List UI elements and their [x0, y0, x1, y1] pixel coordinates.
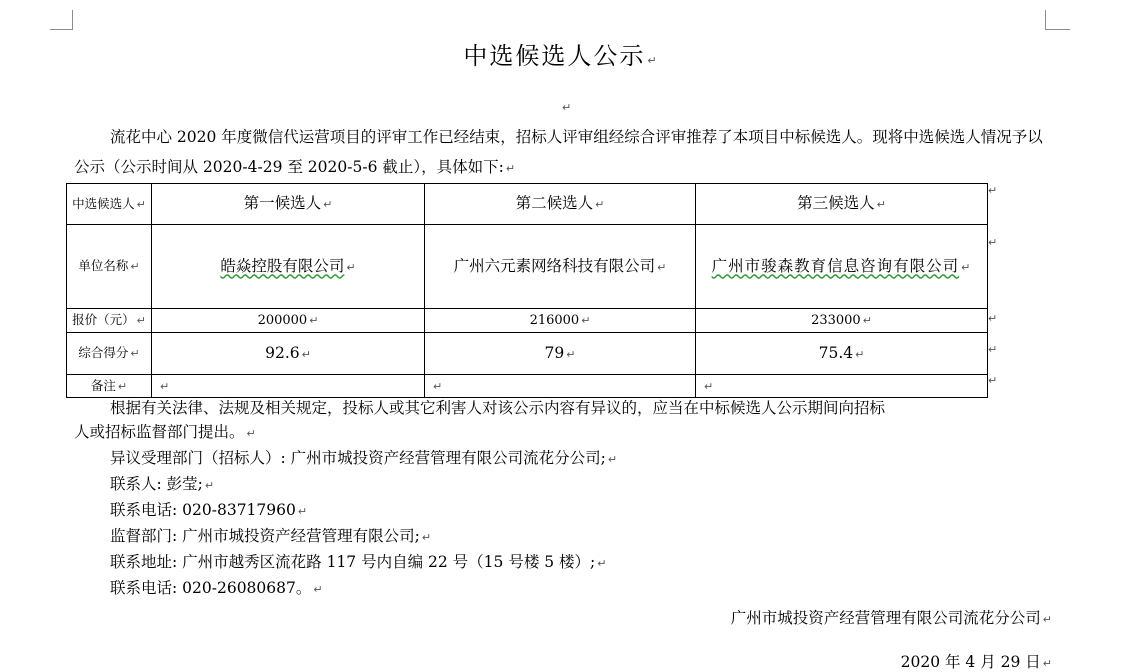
- header-cell: 第三候选人 ↵: [696, 184, 988, 225]
- row-end-mark-icon: ↵: [988, 343, 998, 356]
- contact-line: 监督部门: 广州市城投资产经营管理有限公司; ↵: [110, 527, 432, 545]
- title-text: 中选候选人公示: [463, 42, 646, 70]
- contact-line: 联系电话: 020-83717960 ↵: [110, 501, 308, 519]
- table-cell: ↵: [425, 375, 696, 398]
- header-cell: 中选候选人 ↵: [67, 184, 152, 225]
- intro-paragraph: [74, 122, 1054, 184]
- header-cell: 第二候选人 ↵: [425, 184, 696, 225]
- table-row: [67, 375, 988, 398]
- candidate-table: [66, 183, 988, 398]
- crop-mark-top-left: [50, 10, 73, 30]
- contact-line: 联系人: 彭莹; ↵: [110, 475, 215, 493]
- row-end-mark-icon: ↵: [988, 236, 998, 249]
- crop-mark-top-right: [1045, 10, 1070, 30]
- table-cell: 广州市骏森教育信息咨询有限公司 ↵: [696, 225, 988, 309]
- page-title: [0, 36, 1122, 71]
- objection-line: 根据有关法律、法规及相关规定，投标人或其它利害人对该公示内容有异议的，应当在中标候选人公示期间向招标: [110, 399, 886, 417]
- row-label: 单位名称 ↵: [67, 225, 152, 309]
- table-row: [67, 333, 988, 375]
- table-header-row: [67, 184, 988, 225]
- contact-line: 联系地址: 广州市越秀区流花路 117 号内自编 22 号（15 号楼 5 楼）; ↵: [110, 553, 607, 571]
- table-row: [67, 309, 988, 333]
- table-cell: 92.6 ↵: [152, 333, 425, 375]
- table-cell: 广州六元素网络科技有限公司 ↵: [425, 225, 696, 309]
- signature-company: 广州市城投资产经营管理有限公司流花分公司 ↵: [730, 609, 1052, 627]
- signature-date: 2020 年 4 月 29 日 ↵: [900, 653, 1052, 671]
- table-cell: 75.4 ↵: [696, 333, 988, 375]
- table-cell: 皓焱控股有限公司 ↵: [152, 225, 425, 309]
- contact-line: 联系电话: 020-26080687。 ↵: [110, 579, 323, 597]
- paragraph-mark-icon: ↵: [505, 162, 516, 175]
- paragraph-mark-icon: ↵: [647, 54, 659, 67]
- header-cell: 第一候选人 ↵: [152, 184, 425, 225]
- row-end-mark-icon: ↵: [988, 374, 998, 387]
- contact-line: 异议受理部门（招标人）: 广州市城投资产经营管理有限公司流花分公司; ↵: [110, 449, 618, 467]
- row-end-mark-icon: ↵: [988, 312, 998, 325]
- notice-body: [74, 396, 1054, 602]
- table-row: [67, 225, 988, 309]
- table-cell: 216000 ↵: [425, 309, 696, 333]
- table-cell: 200000 ↵: [152, 309, 425, 333]
- objection-line: 人或招标监督部门提出。 ↵: [74, 423, 256, 441]
- table-cell: 79 ↵: [425, 333, 696, 375]
- row-label: 备注 ↵: [67, 375, 152, 398]
- row-label: 报价（元） ↵: [67, 309, 152, 333]
- row-end-mark-icon: ↵: [988, 184, 998, 197]
- intro-text: 流花中心 2020 年度微信代运营项目的评审工作已经结束，招标人评审组经综合评审推荐了本项目中标候选人。现将中选候选人情况予以公示（公示时间从 2020-4-29 至 2020-5-6 截止），具体如下:: [74, 128, 1043, 176]
- paragraph-mark-icon: ↵: [562, 101, 572, 114]
- table-cell: 233000 ↵: [696, 309, 988, 333]
- table-cell: ↵: [152, 375, 425, 398]
- row-label: 综合得分 ↵: [67, 333, 152, 375]
- table-cell: ↵: [696, 375, 988, 398]
